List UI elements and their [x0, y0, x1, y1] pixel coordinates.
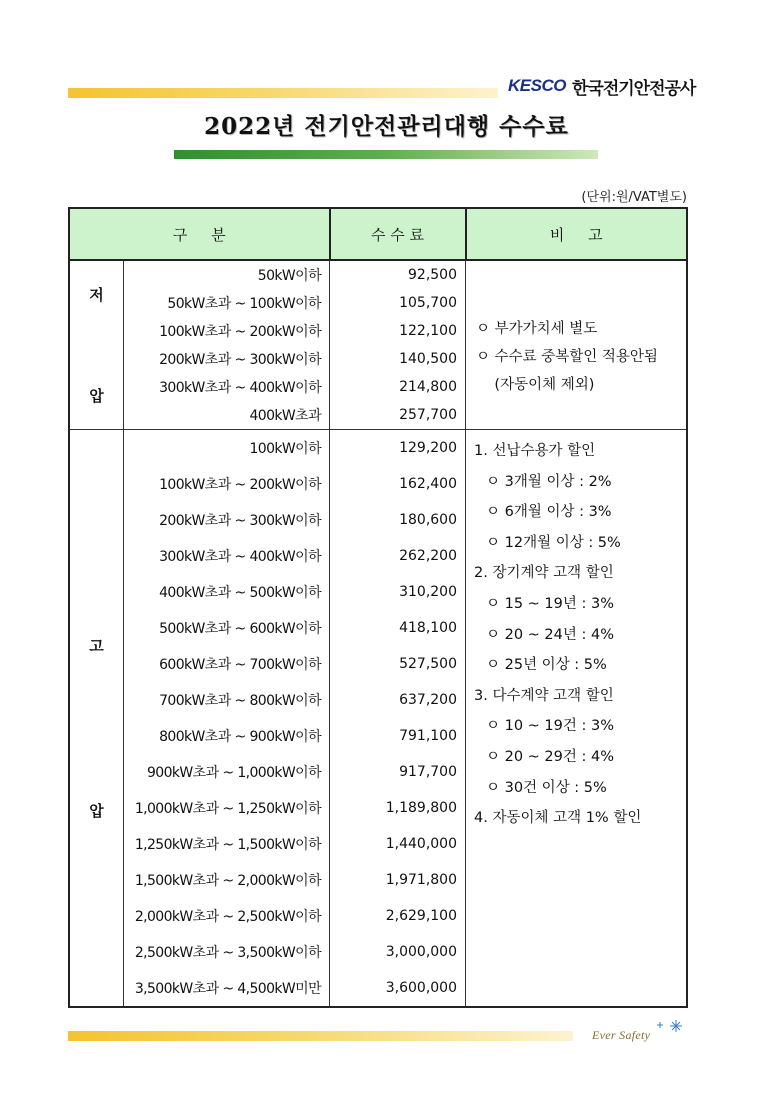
range-cell: 50kW이하 — [124, 260, 330, 289]
fee-cell: 1,440,000 — [330, 826, 466, 862]
fee-table — [68, 207, 688, 1008]
note-item: ㅇ 15 ~ 19년 : 3% — [486, 596, 614, 613]
fee-cell: 1,971,800 — [330, 862, 466, 898]
note-item: ㅇ 10 ~ 19건 : 3% — [486, 718, 614, 735]
fee-cell: 257,700 — [330, 401, 466, 430]
fee-cell: 140,500 — [330, 345, 466, 373]
note-heading: 3. 다수계약 고객 할인 — [474, 687, 614, 704]
header-fee: 수 수 료 — [330, 208, 466, 260]
note-item: ㅇ 30건 이상 : 5% — [486, 779, 607, 796]
ever-safety-brand: Ever Safety — [592, 1028, 651, 1042]
high-voltage-notes — [466, 430, 688, 1008]
logo-name: 한국전기안전공사 — [571, 78, 696, 99]
fee-cell: 310,200 — [330, 574, 466, 610]
fee-cell: 214,800 — [330, 373, 466, 401]
fee-cell: 180,600 — [330, 502, 466, 538]
range-cell: 300kW초과 ~ 400kW이하 — [124, 373, 330, 401]
fee-cell: 92,500 — [330, 260, 466, 289]
fee-cell: 527,500 — [330, 646, 466, 682]
note-item: ㅇ 부가가치세 별도 — [476, 320, 598, 337]
header-remarks: 비 고 — [466, 208, 688, 260]
table-header-row — [69, 208, 687, 260]
fee-cell: 2,629,100 — [330, 898, 466, 934]
range-cell: 1,250kW초과 ~ 1,500kW이하 — [124, 826, 330, 862]
range-cell: 100kW이하 — [124, 430, 330, 467]
note-item: ㅇ 20 ~ 24년 : 4% — [486, 626, 614, 643]
section-low-voltage: 저 압 — [69, 260, 124, 430]
note-item: ㅇ 25년 이상 : 5% — [486, 657, 607, 674]
logo-mark: KESCO — [508, 76, 566, 95]
fee-cell: 917,700 — [330, 754, 466, 790]
note-heading: 4. 자동이체 고객 1% 할인 — [474, 810, 642, 827]
range-cell: 600kW초과 ~ 700kW이하 — [124, 646, 330, 682]
note-item: ㅇ 수수료 중복할인 적용안됨 — [476, 348, 658, 365]
table-row — [69, 260, 687, 289]
bottom-decor-bar — [68, 1031, 573, 1041]
fee-cell: 3,000,000 — [330, 934, 466, 970]
note-item: ㅇ 3개월 이상 : 2% — [486, 473, 612, 490]
fee-cell: 637,200 — [330, 682, 466, 718]
range-cell: 50kW초과 ~ 100kW이하 — [124, 289, 330, 317]
page-title: 2022년 전기안전관리대행 수수료 — [204, 113, 569, 140]
header-category: 구 분 — [69, 208, 330, 260]
fee-cell: 105,700 — [330, 289, 466, 317]
unit-note: (단위:원/VAT별도) — [581, 190, 687, 205]
fee-cell: 129,200 — [330, 430, 466, 467]
fee-cell: 1,189,800 — [330, 790, 466, 826]
range-cell: 300kW초과 ~ 400kW이하 — [124, 538, 330, 574]
note-item: ㅇ 6개월 이상 : 3% — [486, 504, 612, 521]
fee-cell: 3,600,000 — [330, 970, 466, 1007]
top-decor-bar — [68, 88, 498, 98]
range-cell: 100kW초과 ~ 200kW이하 — [124, 317, 330, 345]
note-item: (자동이체 제외) — [476, 376, 595, 393]
range-cell: 900kW초과 ~ 1,000kW이하 — [124, 754, 330, 790]
fee-cell: 418,100 — [330, 610, 466, 646]
fee-cell: 122,100 — [330, 317, 466, 345]
range-cell: 400kW초과 ~ 500kW이하 — [124, 574, 330, 610]
range-cell: 700kW초과 ~ 800kW이하 — [124, 682, 330, 718]
note-heading: 2. 장기계약 고객 할인 — [474, 565, 614, 582]
section-high-voltage: 고 압 — [69, 430, 124, 1008]
table-row — [69, 430, 687, 467]
title-underline-bar — [174, 150, 598, 159]
note-item: ㅇ 12개월 이상 : 5% — [486, 534, 621, 551]
range-cell: 1,000kW초과 ~ 1,250kW이하 — [124, 790, 330, 826]
kesco-logo — [508, 74, 695, 98]
note-item: ㅇ 20 ~ 29건 : 4% — [486, 748, 614, 765]
note-heading: 1. 선납수용가 할인 — [474, 443, 596, 460]
range-cell: 2,000kW초과 ~ 2,500kW이하 — [124, 898, 330, 934]
range-cell: 500kW초과 ~ 600kW이하 — [124, 610, 330, 646]
fee-cell: 162,400 — [330, 466, 466, 502]
range-cell: 200kW초과 ~ 300kW이하 — [124, 345, 330, 373]
fee-cell: 791,100 — [330, 718, 466, 754]
range-cell: 200kW초과 ~ 300kW이하 — [124, 502, 330, 538]
range-cell: 800kW초과 ~ 900kW이하 — [124, 718, 330, 754]
range-cell: 100kW초과 ~ 200kW이하 — [124, 466, 330, 502]
range-cell: 1,500kW초과 ~ 2,000kW이하 — [124, 862, 330, 898]
low-voltage-notes — [466, 260, 688, 430]
fee-cell: 262,200 — [330, 538, 466, 574]
range-cell: 2,500kW초과 ~ 3,500kW이하 — [124, 934, 330, 970]
range-cell: 400kW초과 — [124, 401, 330, 430]
range-cell: 3,500kW초과 ~ 4,500kW미만 — [124, 970, 330, 1007]
